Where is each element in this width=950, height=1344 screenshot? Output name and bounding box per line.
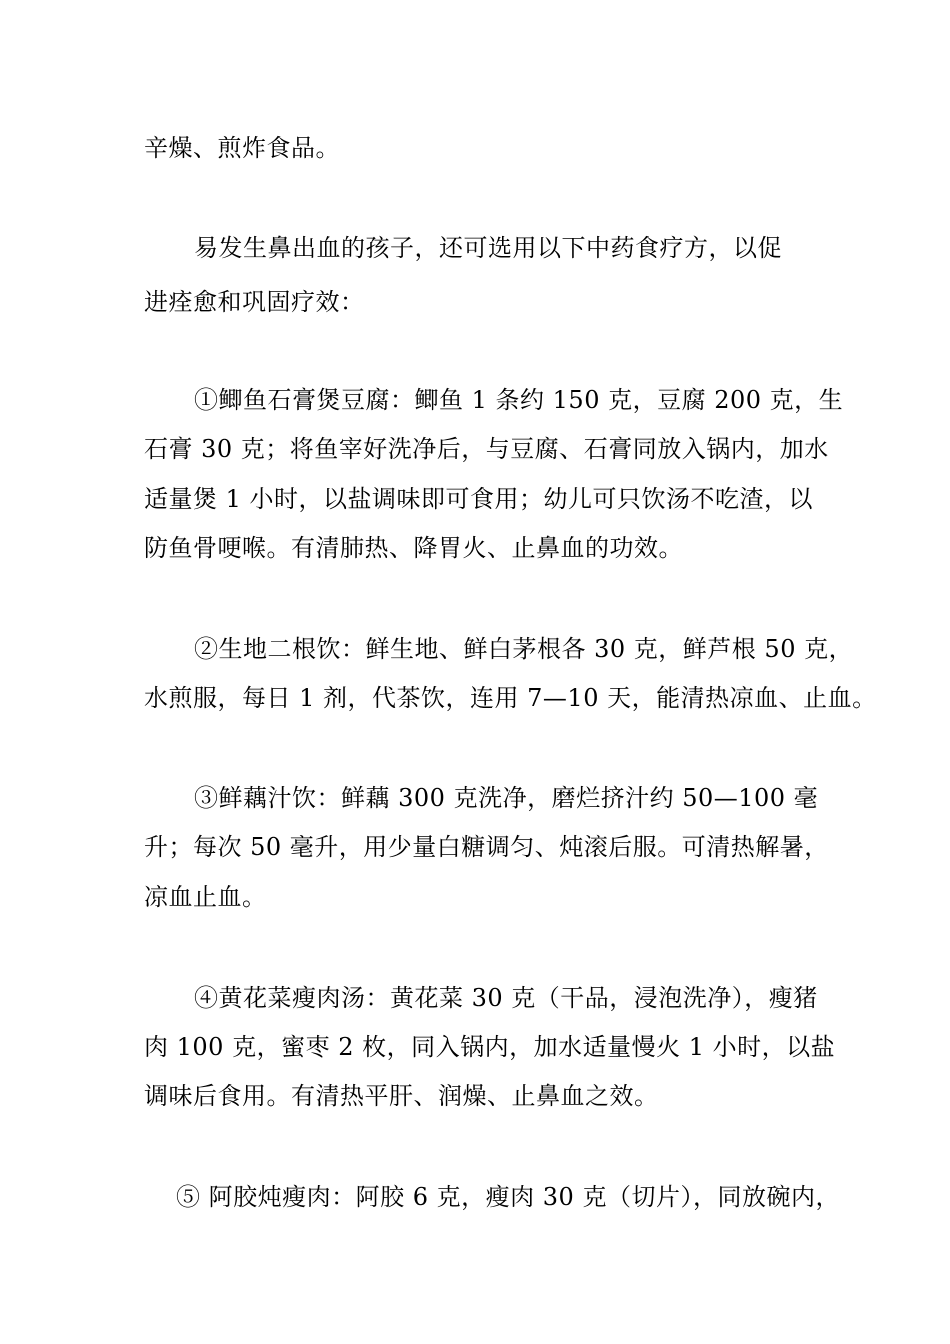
- paragraph-line: 升；每次 50 毫升，用少量白糖调匀、炖滚后服。可清热解暑，: [144, 833, 829, 861]
- paragraph-line: 肉 100 克，蜜枣 2 枚，同入锅内，加水适量慢火 1 小时，以盐: [144, 1033, 836, 1061]
- paragraph-line: 进痊愈和巩固疗效：: [144, 288, 365, 316]
- paragraph-line: 防鱼骨哽喉。有清肺热、降胃火、止鼻血的功效。: [144, 534, 683, 562]
- paragraph-line: ②生地二根饮：鲜生地、鲜白茅根各 30 克，鲜芦根 50 克，: [194, 635, 854, 663]
- paragraph-line: ⑤ 阿胶炖瘦肉：阿胶 6 克，瘦肉 30 克（切片），同放碗内，: [176, 1183, 840, 1211]
- paragraph-line: 适量煲 1 小时，以盐调味即可食用；幼儿可只饮汤不吃渣，以: [144, 485, 814, 513]
- paragraph-line: 凉血止血。: [144, 883, 267, 911]
- paragraph-line: 石膏 30 克；将鱼宰好洗净后，与豆腐、石膏同放入锅内，加水: [144, 435, 829, 463]
- paragraph-line: ③鲜藕汁饮：鲜藕 300 克洗净，磨烂挤汁约 50—100 毫: [194, 784, 819, 812]
- paragraph-line: 调味后食用。有清热平肝、润燥、止鼻血之效。: [144, 1082, 659, 1110]
- paragraph-line: 易发生鼻出血的孩子，还可选用以下中药食疗方，以促: [194, 234, 782, 262]
- paragraph-line: 辛燥、煎炸食品。: [144, 134, 340, 162]
- paragraph-line: 水煎服，每日 1 剂，代茶饮，连用 7—10 天，能清热凉血、止血。: [144, 684, 877, 712]
- paragraph-line: ①鲫鱼石膏煲豆腐：鲫鱼 1 条约 150 克，豆腐 200 克，生: [194, 386, 844, 414]
- paragraph-line: ④黄花菜瘦肉汤：黄花菜 30 克（干品，浸泡洗净），瘦猪: [194, 984, 818, 1012]
